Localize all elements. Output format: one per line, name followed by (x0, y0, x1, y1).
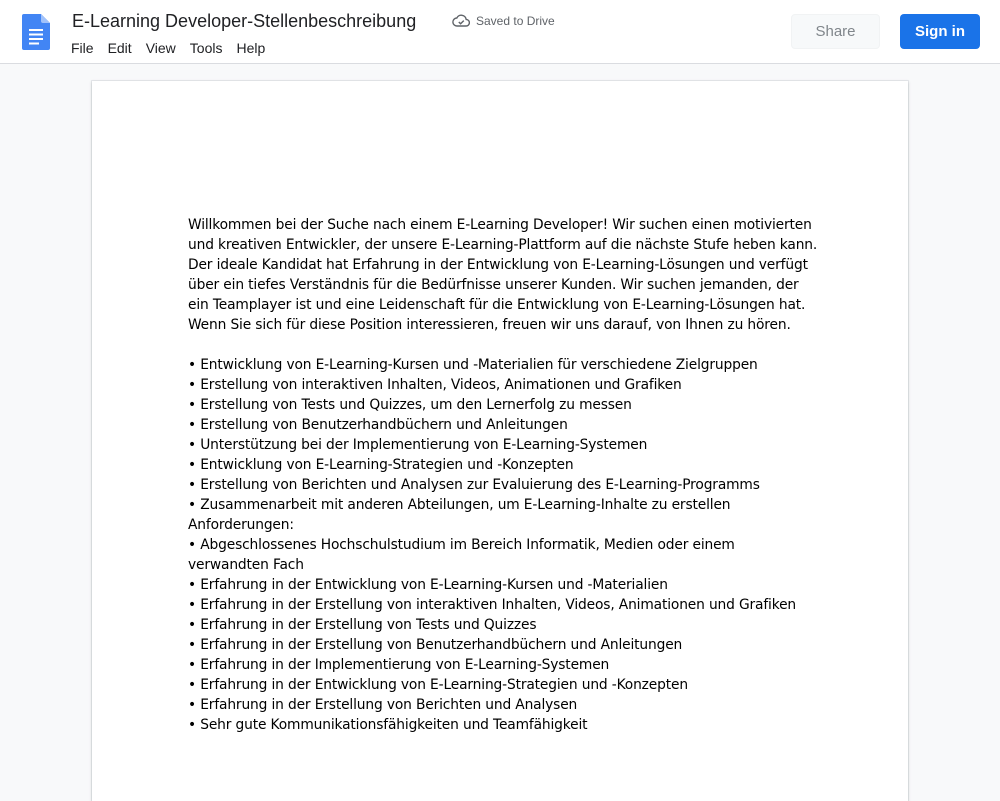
top-bar (0, 0, 1000, 64)
menu-help[interactable]: Help (236, 40, 266, 56)
saved-status[interactable] (452, 14, 555, 28)
document-lines (188, 355, 818, 735)
intro-paragraph: Willkommen bei der Suche nach einem E-Learning Developer! Wir suchen einen motivierten und kreativen Entwickler, der unsere E-Learning-Plattform auf die nächste Stufe heben kann. Der ideale Kandidat hat Erfahrung in der Entwicklung von E-Learning-Lösungen und verfügt über ein tiefes Verständnis für die Bedürfnisse unserer Kunden. Wir suchen jemanden, der ein Teamplayer ist und eine Leidenschaft für die Entwicklung von E-Learning-Lösungen hat. Wenn Sie sich für diese Position interessieren, freuen wir uns darauf, von Ihnen zu hören. (188, 217, 818, 333)
document-line: • Erfahrung in der Entwicklung von E-Learning-Kursen und -Materialien (188, 577, 668, 593)
menu-edit[interactable]: Edit (107, 40, 132, 56)
document-line: • Erstellung von Tests und Quizzes, um den Lernerfolg zu messen (188, 397, 632, 413)
menu-bar (64, 38, 272, 58)
document-line: • Erfahrung in der Erstellung von Tests und Quizzes (188, 617, 537, 633)
paragraph-spacer (188, 335, 818, 355)
document-line: • Abgeschlossenes Hochschulstudium im Bereich Informatik, Medien oder einem verwandten Fach (188, 537, 735, 573)
menu-file[interactable]: File (71, 40, 94, 56)
document-line: • Sehr gute Kommunikationsfähigkeiten und Teamfähigkeit (188, 717, 588, 733)
cloud-done-icon (452, 14, 470, 28)
document-line: • Entwicklung von E-Learning-Strategien und -Konzepten (188, 457, 574, 473)
document-line: • Erstellung von Berichten und Analysen zur Evaluierung des E-Learning-Programms (188, 477, 760, 493)
document-line: • Erfahrung in der Erstellung von interaktiven Inhalten, Videos, Animationen und Grafiken (188, 597, 797, 613)
document-line: • Erfahrung in der Erstellung von Benutzerhandbüchern und Anleitungen (188, 637, 683, 653)
document-line: Anforderungen: (188, 517, 294, 533)
menu-tools[interactable]: Tools (189, 40, 223, 56)
document-line: • Erstellung von Benutzerhandbüchern und Anleitungen (188, 417, 568, 433)
share-button[interactable]: Share (791, 14, 880, 49)
saved-status-label: Saved to Drive (476, 14, 555, 28)
document-body[interactable] (188, 215, 818, 735)
document-line: • Entwicklung von E-Learning-Kursen und -Materialien für verschiedene Zielgruppen (188, 357, 758, 373)
document-title[interactable]: E-Learning Developer-Stellenbeschreibung (72, 11, 417, 31)
document-line: • Unterstützung bei der Implementierung von E-Learning-Systemen (188, 437, 648, 453)
menu-view[interactable]: View (145, 40, 176, 56)
document-line: • Zusammenarbeit mit anderen Abteilungen, um E-Learning-Inhalte zu erstellen (188, 497, 731, 513)
google-docs-logo-icon[interactable] (22, 14, 50, 50)
document-line: • Erfahrung in der Erstellung von Berichten und Analysen (188, 697, 578, 713)
document-page[interactable] (92, 81, 908, 801)
sign-in-button[interactable]: Sign in (900, 14, 980, 49)
document-line: • Erfahrung in der Entwicklung von E-Learning-Strategien und -Konzepten (188, 677, 688, 693)
document-line: • Erfahrung in der Implementierung von E-Learning-Systemen (188, 657, 610, 673)
document-line: • Erstellung von interaktiven Inhalten, Videos, Animationen und Grafiken (188, 377, 682, 393)
